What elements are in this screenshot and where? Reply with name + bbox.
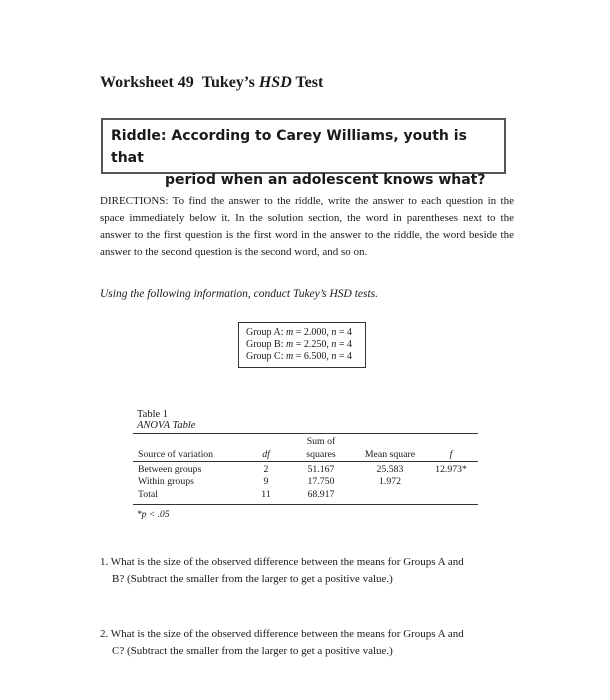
header-ss-top: Sum of xyxy=(306,436,336,447)
row-ms: 25.583 xyxy=(376,464,404,475)
table-bottom-rule xyxy=(133,504,478,505)
row-source: Total xyxy=(138,489,158,500)
test-name-suffix: Test xyxy=(291,74,324,91)
row-ms: 1.972 xyxy=(378,476,402,487)
table-label: Table 1 xyxy=(137,409,169,420)
header-df: df xyxy=(262,449,270,460)
row-ss: 68.917 xyxy=(307,489,335,500)
row-df: 2 xyxy=(263,464,269,475)
question-2-line-1: 2. What is the size of the observed difference between the means for Groups A and xyxy=(100,628,464,640)
row-df: 9 xyxy=(263,476,269,487)
row-f: 12.973* xyxy=(435,464,467,475)
header-f: f xyxy=(449,449,453,460)
group-means-box xyxy=(238,322,366,368)
worksheet-title xyxy=(100,74,323,92)
instruction-text: Using the following information, conduct Tukey’s HSD tests. xyxy=(100,288,379,300)
table-top-rule xyxy=(133,433,478,434)
test-name-prefix: Tukey’s xyxy=(201,74,259,91)
row-source: Between groups xyxy=(138,464,202,475)
question-1-line-2: B? (Subtract the smaller from the larger to get a positive value.) xyxy=(112,573,393,585)
table-footnote: *p < .05 xyxy=(137,510,170,520)
worksheet-number: Worksheet 49 xyxy=(100,74,194,91)
group-row: Group C: m = 6.500, n = 4 xyxy=(246,351,353,362)
question-1-line-1: 1. What is the size of the observed difference between the means for Groups A and xyxy=(100,556,464,568)
table-header-rule xyxy=(133,461,478,462)
header-ms: Mean square xyxy=(364,449,416,460)
header-ss-bottom: squares xyxy=(306,449,336,460)
row-ss: 51.167 xyxy=(307,464,335,475)
riddle-line-1: Riddle: According to Carey Williams, youth is that xyxy=(111,128,467,166)
row-ss: 17.750 xyxy=(307,476,335,487)
question-2 xyxy=(100,626,512,660)
directions-paragraph: DIRECTIONS: To find the answer to the riddle, write the answer to each question in the space immediately below it. In the solution section, the word in parentheses next to the answer to the first question is the first word in the answer to the riddle, the word beside the answer to the second question is the second word, and so on. xyxy=(100,195,514,258)
table-sublabel: ANOVA Table xyxy=(137,420,196,431)
header-source: Source of variation xyxy=(138,449,214,460)
riddle-line-2: period when an adolescent knows what? xyxy=(165,172,486,188)
row-df: 11 xyxy=(261,489,271,500)
question-1 xyxy=(100,554,512,588)
riddle-box xyxy=(101,118,506,188)
test-name-italic: HSD xyxy=(258,74,292,91)
row-source: Within groups xyxy=(138,476,194,487)
question-2-line-2: C? (Subtract the smaller from the larger to get a positive value.) xyxy=(112,645,393,657)
group-row: Group B: m = 2.250, n = 4 xyxy=(246,339,353,350)
group-row: Group A: m = 2.000, n = 4 xyxy=(246,327,353,338)
